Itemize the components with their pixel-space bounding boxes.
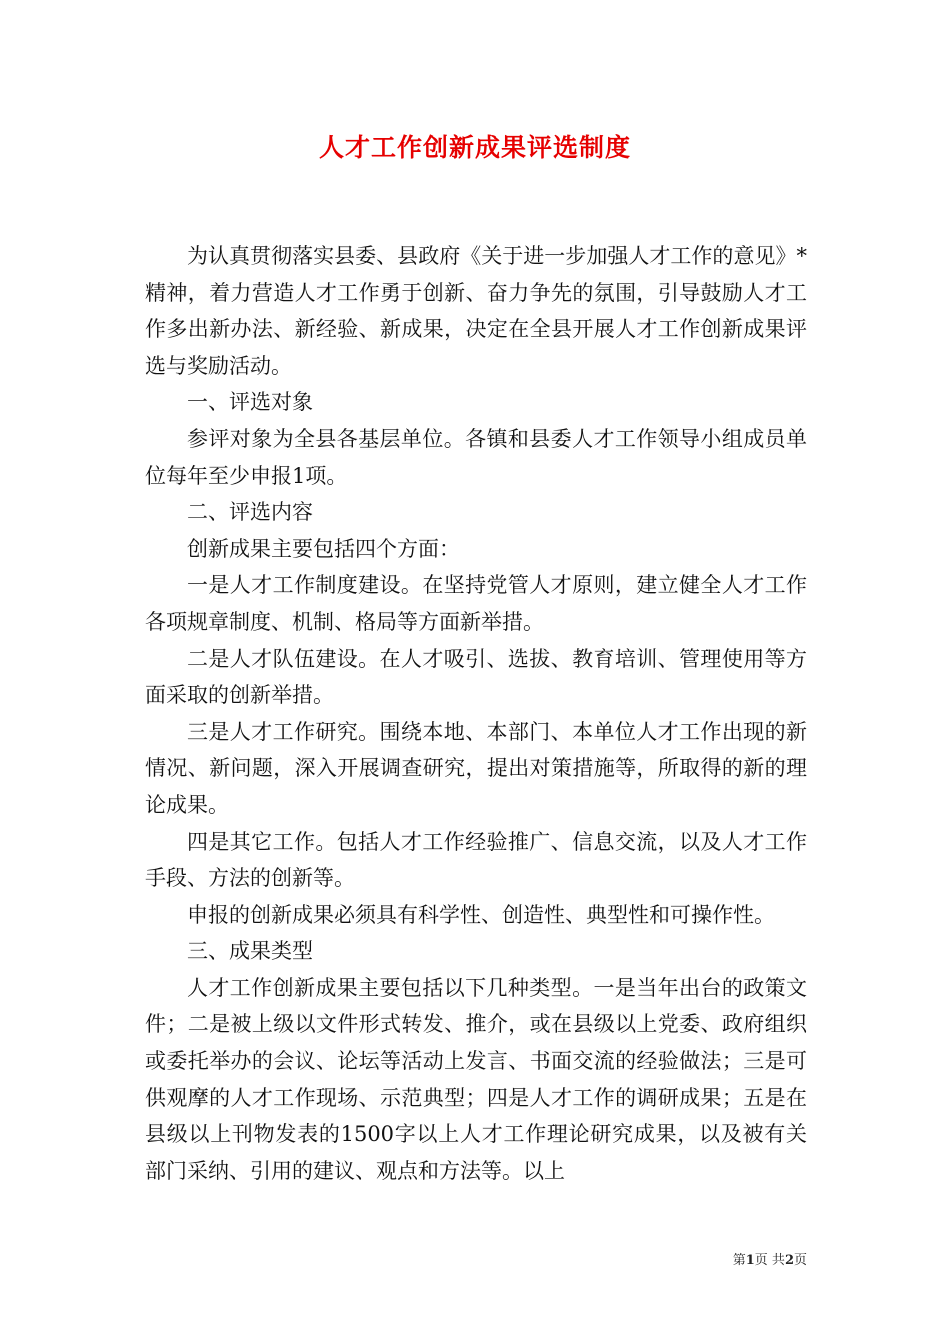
current-page-number: 1 (745, 1253, 755, 1268)
paragraph-item-4: 四是其它工作。包括人才工作经验推广、信息交流，以及人才工作手段、方法的创新等。 (145, 829, 807, 891)
document-title: 人才工作创新成果评选制度 (318, 133, 631, 162)
paragraph-eligibility: 参评对象为全县各基层单位。各镇和县委人才工作领导小组成员单位每年至少申报1项。 (145, 426, 807, 488)
footer-middle: 页 共 (754, 1253, 785, 1268)
section-heading-1: 一、评选对象 (187, 390, 313, 415)
footer-prefix: 第 (732, 1253, 746, 1268)
footer-suffix: 页 (793, 1253, 807, 1268)
paragraph-item-2: 二是人才队伍建设。在人才吸引、选拔、教育培训、管理使用等方面采取的创新举措。 (145, 646, 807, 708)
paragraph-item-1: 一是人才工作制度建设。在坚持党管人才原则，建立健全人才工作各项规章制度、机制、格局等方面新举措。 (145, 573, 807, 634)
section-heading-2: 二、评选内容 (187, 500, 313, 525)
document-body (145, 238, 807, 1189)
page-footer (733, 1252, 807, 1270)
paragraph-requirements: 申报的创新成果必须具有科学性、创造性、典型性和可操作性。 (187, 902, 775, 927)
section-heading-3: 三、成果类型 (187, 939, 313, 964)
total-page-number: 2 (784, 1253, 794, 1268)
intro-paragraph: 为认真贯彻落实县委、县政府《关于进一步加强人才工作的意见》*精神，着力营造人才工作勇于创新、奋力争先的氛围，引导鼓励人才工作多出新办法、新经验、新成果，决定在全县开展人才工作创新成果评选与奖励活动。 (145, 244, 807, 378)
paragraph-item-3: 三是人才工作研究。围绕本地、本部门、本单位人才工作出现的新情况、新问题，深入开展调查研究，提出对策措施等，所取得的新的理论成果。 (145, 719, 807, 817)
paragraph-content-intro: 创新成果主要包括四个方面： (187, 536, 460, 561)
paragraph-types: 人才工作创新成果主要包括以下几种类型。一是当年出台的政策文件；二是被上级以文件形式转发、推介，或在县级以上党委、政府组织或委托举办的会议、论坛等活动上发言、书面交流的经验做法；三是可供观摩的人才工作现场、示范典型；四是人才工作的调研成果；五是在县级以上刊物发表的1500字以上人才工作理论研究成果，以及被有关部门采纳、引用的建议、观点和方法等。以上 (145, 975, 807, 1183)
